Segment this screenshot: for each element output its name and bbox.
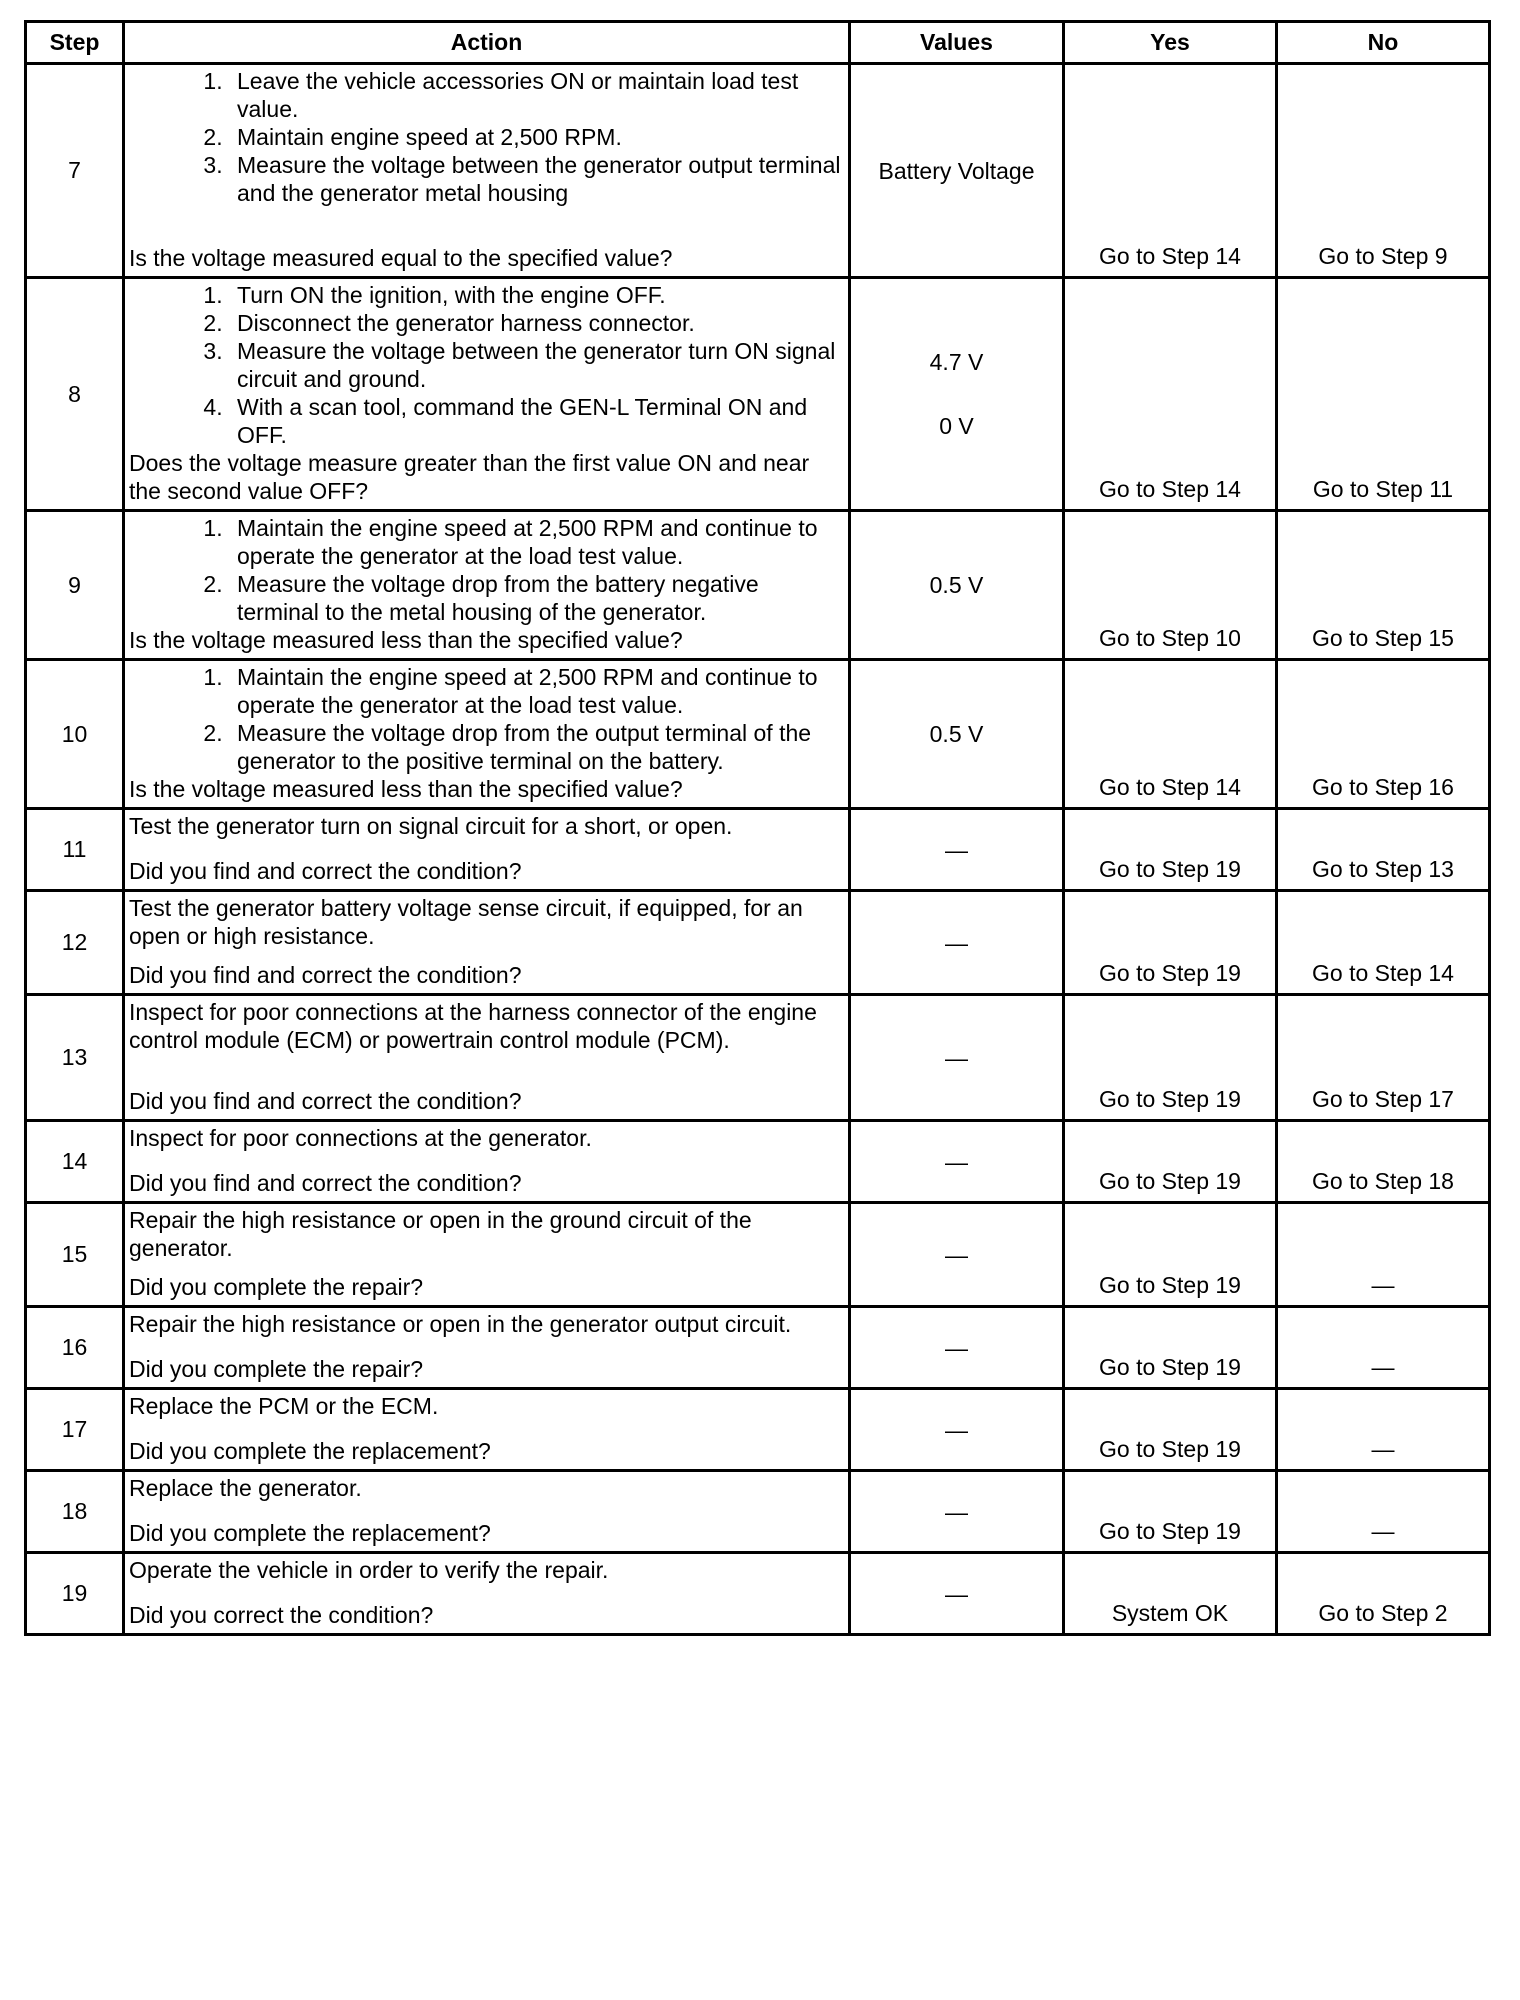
spec-value: —: [945, 1498, 968, 1525]
values-cell: [850, 278, 1064, 511]
spec-value: 0 V: [939, 413, 974, 439]
yes-result: System OK: [1111, 1600, 1229, 1626]
action-cell: [124, 1121, 850, 1203]
action-steps-list: [129, 67, 842, 207]
table-body: [26, 64, 1490, 1635]
action-steps-list: [129, 281, 842, 449]
action-question: Is the voltage measured less than the specified value?: [129, 776, 683, 802]
step-number: 8: [26, 278, 124, 511]
values-cell: [850, 995, 1064, 1121]
no-result: Go to Step 15: [1312, 625, 1454, 651]
no-result: Go to Step 2: [1318, 1600, 1448, 1626]
yes-cell: [1064, 1203, 1277, 1307]
yes-cell: [1064, 1389, 1277, 1471]
action-cell: [124, 660, 850, 809]
yes-cell: [1064, 1471, 1277, 1553]
step-number: 7: [26, 64, 124, 278]
table-row: [26, 278, 1490, 511]
step-number: 14: [26, 1121, 124, 1203]
table-row: [26, 891, 1490, 995]
action-cell: [124, 891, 850, 995]
action-content: [125, 1122, 848, 1201]
action-content: [125, 1554, 848, 1633]
no-result: —: [1371, 1518, 1395, 1544]
action-question: Did you complete the repair?: [129, 1274, 424, 1300]
yes-cell: [1064, 1307, 1277, 1389]
no-result: Go to Step 14: [1312, 960, 1454, 986]
no-result: —: [1371, 1436, 1395, 1462]
action-step-item: 2. Measure the voltage drop from the output terminal of the generator to the positive terminal on the battery.: [229, 719, 842, 775]
spec-value: —: [945, 1044, 968, 1071]
step-number: 16: [26, 1307, 124, 1389]
header-row: [26, 22, 1490, 64]
table-row: [26, 1203, 1490, 1307]
no-cell: [1277, 64, 1490, 278]
action-step-item: 1. Maintain the engine speed at 2,500 RPM and continue to operate the generator at the load test value.: [229, 514, 842, 570]
values-cell: [850, 1307, 1064, 1389]
spec-value: —: [945, 1241, 968, 1268]
spec-value: —: [945, 1580, 968, 1607]
no-cell: [1277, 995, 1490, 1121]
table-row: [26, 809, 1490, 891]
action-instruction: Test the generator battery voltage sense circuit, if equipped, for an open or high resistance.: [129, 895, 803, 949]
step-number: 17: [26, 1389, 124, 1471]
action-content: [125, 892, 848, 993]
spec-value: 0.5 V: [929, 721, 984, 747]
header-yes: Yes: [1064, 22, 1277, 64]
no-result: Go to Step 18: [1312, 1168, 1454, 1194]
action-instruction: Operate the vehicle in order to verify the repair.: [129, 1557, 609, 1583]
spec-value: Battery Voltage: [878, 157, 1035, 184]
action-question: Did you find and correct the condition?: [129, 962, 522, 988]
no-result: Go to Step 9: [1318, 243, 1448, 269]
action-step-item: 2. Measure the voltage drop from the battery negative terminal to the metal housing of the generator.: [229, 570, 842, 626]
action-step-item: 1. Leave the vehicle accessories ON or maintain load test value.: [229, 67, 842, 123]
action-step-item: 2. Maintain engine speed at 2,500 RPM.: [229, 123, 842, 151]
spec-value: —: [945, 1416, 968, 1443]
action-step-item: 1. Turn ON the ignition, with the engine OFF.: [229, 281, 842, 309]
table-row: [26, 995, 1490, 1121]
header-values: Values: [850, 22, 1064, 64]
action-step-item: 3. Measure the voltage between the generator output terminal and the generator metal housing: [229, 151, 842, 207]
values-cell: [850, 64, 1064, 278]
action-question: Did you complete the replacement?: [129, 1438, 491, 1464]
values-cell: [850, 1471, 1064, 1553]
yes-cell: [1064, 660, 1277, 809]
spec-value: —: [945, 1148, 968, 1175]
values-cell: [850, 1389, 1064, 1471]
action-cell: [124, 809, 850, 891]
action-question: Did you complete the replacement?: [129, 1520, 491, 1546]
action-cell: [124, 995, 850, 1121]
action-question: Is the voltage measured less than the specified value?: [129, 627, 683, 653]
yes-cell: [1064, 1553, 1277, 1635]
step-number: 12: [26, 891, 124, 995]
yes-result: Go to Step 19: [1099, 1354, 1241, 1380]
no-cell: [1277, 1121, 1490, 1203]
step-number: 13: [26, 995, 124, 1121]
action-step-item: 3. Measure the voltage between the generator turn ON signal circuit and ground.: [229, 337, 842, 393]
action-cell: [124, 64, 850, 278]
table-row: [26, 1121, 1490, 1203]
no-result: Go to Step 17: [1312, 1086, 1454, 1112]
step-number: 9: [26, 511, 124, 660]
values-cell: [850, 891, 1064, 995]
header-step: Step: [26, 22, 124, 64]
yes-cell: [1064, 809, 1277, 891]
action-instruction: Replace the PCM or the ECM.: [129, 1393, 439, 1419]
step-number: 11: [26, 809, 124, 891]
yes-result: Go to Step 10: [1099, 625, 1241, 651]
yes-result: Go to Step 14: [1099, 243, 1241, 269]
action-step-item: 1. Maintain the engine speed at 2,500 RPM and continue to operate the generator at the load test value.: [229, 663, 842, 719]
action-cell: [124, 1307, 850, 1389]
action-content: [125, 1390, 848, 1469]
yes-cell: [1064, 278, 1277, 511]
step-number: 19: [26, 1553, 124, 1635]
values-cell: [850, 1553, 1064, 1635]
no-cell: [1277, 891, 1490, 995]
no-cell: [1277, 660, 1490, 809]
no-result: Go to Step 16: [1312, 774, 1454, 800]
yes-cell: [1064, 511, 1277, 660]
no-cell: [1277, 1389, 1490, 1471]
values-cell: [850, 1121, 1064, 1203]
action-instruction: Replace the generator.: [129, 1475, 362, 1501]
no-cell: [1277, 1307, 1490, 1389]
table-row: [26, 1471, 1490, 1553]
action-steps-list: [129, 663, 842, 775]
action-steps-list: [129, 514, 842, 626]
values-cell: [850, 511, 1064, 660]
no-cell: [1277, 809, 1490, 891]
no-cell: [1277, 1203, 1490, 1307]
no-cell: [1277, 511, 1490, 660]
table-row: [26, 64, 1490, 278]
spec-value: 4.7 V: [929, 349, 984, 375]
action-content: [125, 65, 848, 276]
no-cell: [1277, 1553, 1490, 1635]
action-content: [125, 1472, 848, 1551]
action-question: Did you complete the repair?: [129, 1356, 424, 1382]
action-instruction: Inspect for poor connections at the generator.: [129, 1125, 592, 1151]
action-question: Did you correct the condition?: [129, 1602, 434, 1628]
action-cell: [124, 511, 850, 660]
action-content: [125, 810, 848, 889]
action-cell: [124, 1553, 850, 1635]
action-content: [125, 512, 848, 658]
step-number: 10: [26, 660, 124, 809]
spec-value: 0.5 V: [929, 572, 984, 598]
action-instruction: Repair the high resistance or open in the ground circuit of the generator.: [129, 1207, 752, 1261]
action-content: [125, 1308, 848, 1387]
action-instruction: Repair the high resistance or open in the generator output circuit.: [129, 1311, 792, 1337]
yes-result: Go to Step 14: [1099, 774, 1241, 800]
no-result: Go to Step 11: [1312, 476, 1454, 502]
yes-result: Go to Step 19: [1099, 1168, 1241, 1194]
action-question: Does the voltage measure greater than the first value ON and near the second value OFF?: [129, 450, 810, 504]
yes-result: Go to Step 19: [1099, 1272, 1241, 1298]
yes-cell: [1064, 995, 1277, 1121]
spec-value: —: [945, 1334, 968, 1361]
action-step-item: 2. Disconnect the generator harness connector.: [229, 309, 842, 337]
action-question: Did you find and correct the condition?: [129, 1170, 522, 1196]
header-action: Action: [124, 22, 850, 64]
yes-result: Go to Step 19: [1099, 960, 1241, 986]
step-number: 18: [26, 1471, 124, 1553]
action-content: [125, 996, 848, 1119]
no-result: —: [1371, 1272, 1395, 1298]
action-content: [125, 279, 848, 509]
table-row: [26, 511, 1490, 660]
values-cell: [850, 660, 1064, 809]
action-question: Did you find and correct the condition?: [129, 1088, 522, 1114]
values-cell: [850, 1203, 1064, 1307]
yes-cell: [1064, 1121, 1277, 1203]
no-result: —: [1371, 1354, 1395, 1380]
spec-value: —: [945, 836, 968, 863]
yes-result: Go to Step 19: [1099, 1518, 1241, 1544]
action-content: [125, 1204, 848, 1305]
action-question: Is the voltage measured equal to the specified value?: [129, 245, 673, 271]
table-row: [26, 660, 1490, 809]
yes-cell: [1064, 64, 1277, 278]
diagnostic-table: [24, 20, 1491, 1636]
yes-cell: [1064, 891, 1277, 995]
yes-result: Go to Step 19: [1099, 1086, 1241, 1112]
value-spacer: [851, 376, 1062, 412]
yes-result: Go to Step 19: [1099, 1436, 1241, 1462]
action-instruction: Test the generator turn on signal circuit for a short, or open.: [129, 813, 733, 839]
action-cell: [124, 1471, 850, 1553]
values-cell: [850, 809, 1064, 891]
no-cell: [1277, 278, 1490, 511]
action-cell: [124, 1389, 850, 1471]
action-content: [125, 661, 848, 807]
step-number: 15: [26, 1203, 124, 1307]
table-row: [26, 1389, 1490, 1471]
spec-value: —: [945, 929, 968, 956]
action-instruction: Inspect for poor connections at the harness connector of the engine control module (ECM) or powertrain control module (PCM).: [129, 999, 817, 1053]
yes-result: Go to Step 19: [1099, 856, 1241, 882]
header-no: No: [1277, 22, 1490, 64]
action-step-item: 4. With a scan tool, command the GEN-L Terminal ON and OFF.: [229, 393, 842, 449]
no-cell: [1277, 1471, 1490, 1553]
action-cell: [124, 1203, 850, 1307]
yes-result: Go to Step 14: [1099, 476, 1241, 502]
action-cell: [124, 278, 850, 511]
no-result: Go to Step 13: [1312, 856, 1454, 882]
table-row: [26, 1553, 1490, 1635]
table-row: [26, 1307, 1490, 1389]
action-question: Did you find and correct the condition?: [129, 858, 522, 884]
